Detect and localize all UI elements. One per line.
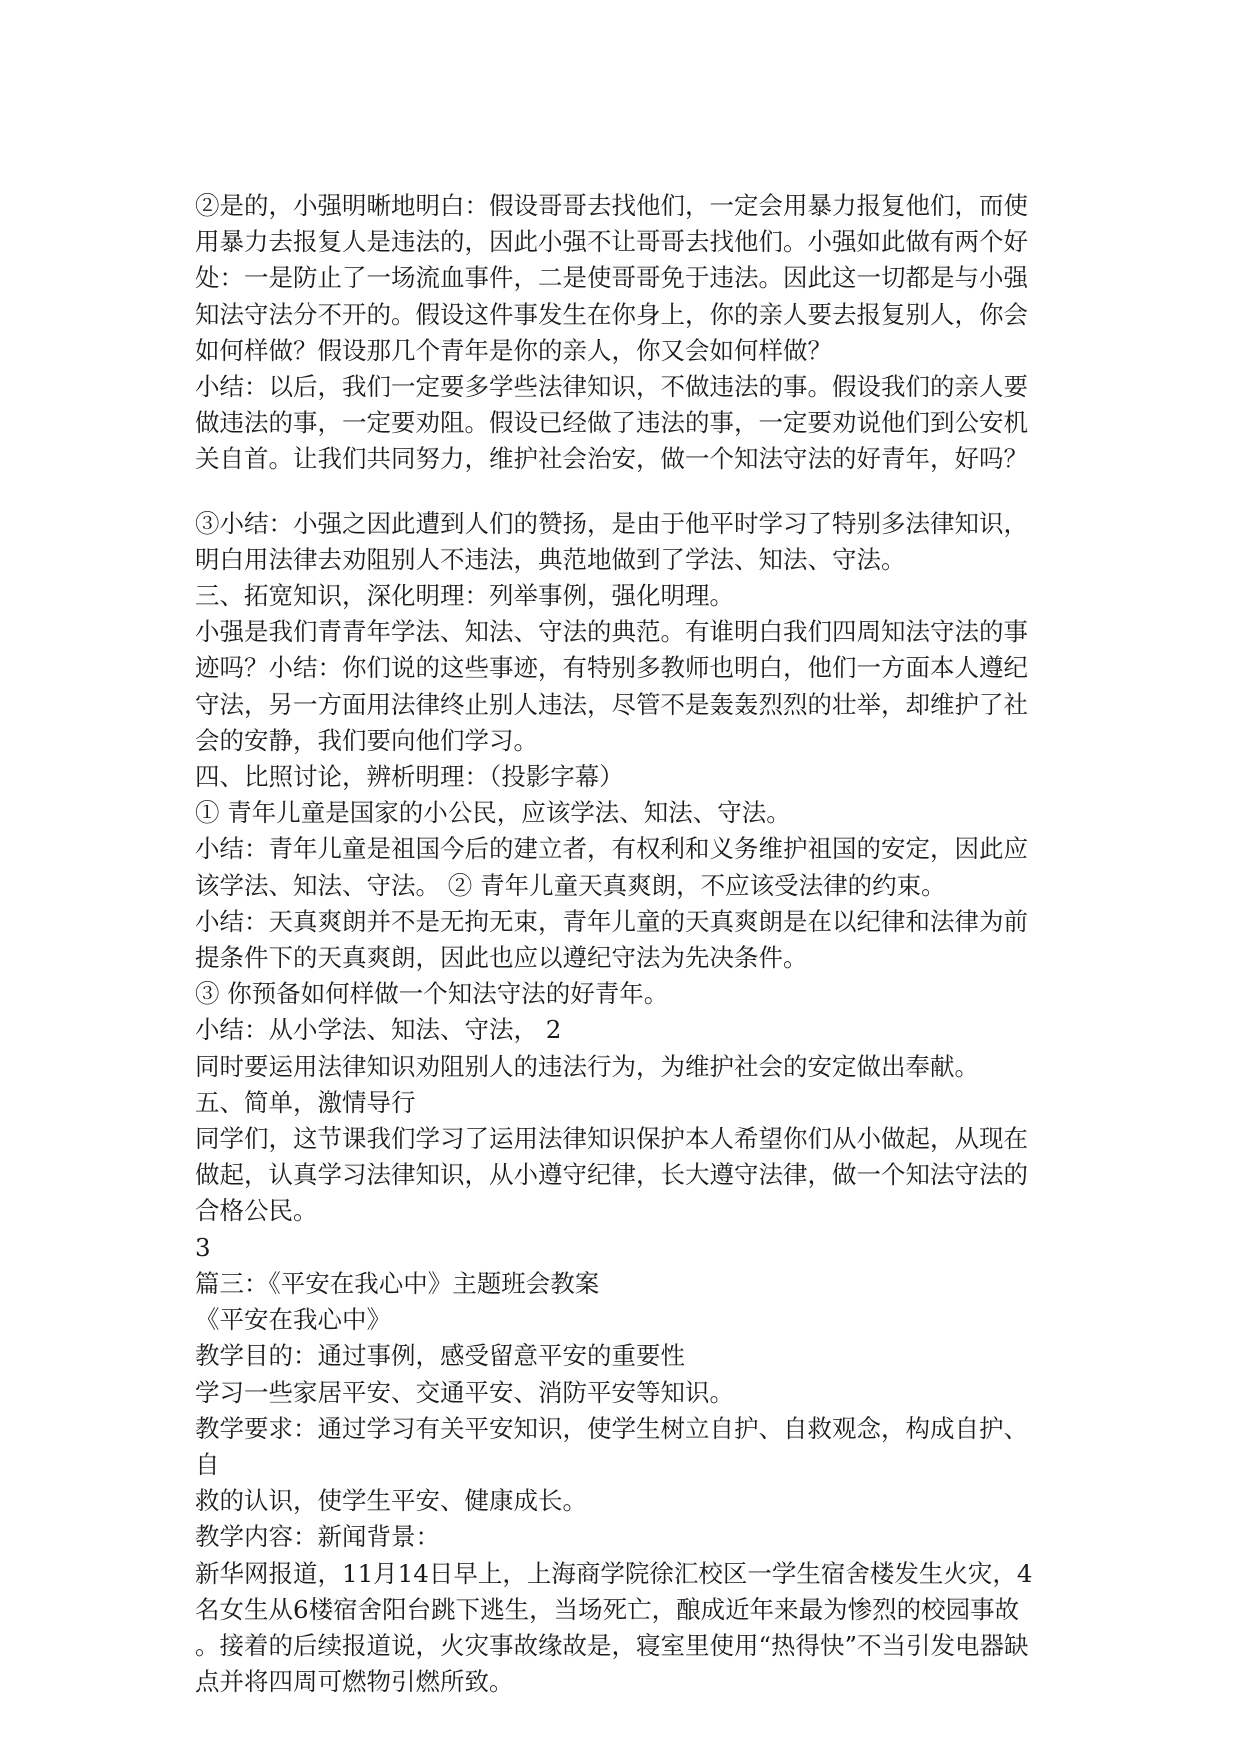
text-line: 。接着的后续报道说，火灾事故缘故是，寝室里使用“热得快”不当引发电器缺	[195, 1630, 1029, 1660]
section-heading: 五、简单，激情导行	[195, 1087, 416, 1117]
text-line: 点并将四周可燃物引燃所致。	[195, 1667, 514, 1697]
text-line: ③小结：小强之因此遭到人们的赞扬，是由于他平时学习了特别多法律知识，	[195, 508, 1028, 538]
text-line: 小结：青年儿童是祖国今后的建立者，有权利和义务维护祖国的安定，因此应	[195, 834, 1028, 864]
text-line: 明白用法律去劝阻别人不违法，典范地做到了学法、知法、守法。	[195, 544, 906, 574]
text-line: 小强是我们青青年学法、知法、守法的典范。有谁明白我们四周知法守法的事	[195, 617, 1028, 647]
text-line: 会的安静，我们要向他们学习。	[195, 725, 538, 755]
text-line: ②是的，小强明晰地明白：假设哥哥去找他们，一定会用暴力报复他们，而使	[195, 191, 1028, 220]
text-line: 教学内容：新闻背景：	[195, 1522, 440, 1552]
text-line: 该学法、知法、守法。 ② 青年儿童天真爽朗，不应该受法律的约束。	[195, 870, 946, 900]
text-line: 新华网报道，11月14日早上，上海商学院徐汇校区一学生宿舍楼发生火灾，4	[195, 1558, 1033, 1588]
page-number: 3	[195, 1232, 211, 1262]
text-line: 处：一是防止了一场流血事件，二是使哥哥免于违法。因此这一切都是与小强	[195, 263, 1028, 293]
text-line: 用暴力去报复人是违法的，因此小强不让哥哥去找他们。小强如此做有两个好	[195, 227, 1028, 257]
text-line: 做起，认真学习法律知识，从小遵守纪律，长大遵守法律，做一个知法守法的	[195, 1160, 1028, 1190]
text-line: ① 青年儿童是国家的小公民，应该学法、知法、守法。	[195, 798, 791, 828]
text-line: 教学目的：通过事例，感受留意平安的重要性	[195, 1341, 685, 1371]
text-line: 迹吗？小结：你们说的这些事迹，有特别多教师也明白，他们一方面本人遵纪	[195, 653, 1028, 683]
text-line: 学习一些家居平安、交通平安、消防平安等知识。	[195, 1377, 734, 1407]
lesson-title: 《平安在我心中》	[195, 1305, 391, 1335]
text-line: 同学们，这节课我们学习了运用法律知识保护本人希望你们从小做起，从现在	[195, 1124, 1028, 1154]
chapter-heading: 篇三：《平安在我心中》主题班会教案	[195, 1268, 600, 1298]
text-line: 同时要运用法律知识劝阻别人的违法行为，为维护社会的安定做出奉献。	[195, 1051, 979, 1081]
text-line: 合格公民。	[195, 1196, 318, 1226]
text-line: 守法，另一方面用法律终止别人违法，尽管不是轰轰烈烈的壮举，却维护了社	[195, 689, 1028, 719]
paragraph-gap	[195, 478, 1075, 506]
text-line: 名女生从6楼宿舍阳台跳下逃生，当场死亡，酿成近年来最为惨烈的校园事故	[195, 1594, 1020, 1624]
text-line: 小结：以后，我们一定要多学些法律知识，不做违法的事。假设我们的亲人要	[195, 372, 1028, 402]
section-heading: 四、比照讨论，辨析明理：（投影字幕）	[195, 762, 624, 792]
text-line: 关自首。让我们共同努力，维护社会治安，做一个知法守法的好青年，好吗？	[195, 444, 1028, 474]
text-line: 如何样做？假设那几个青年是你的亲人，你又会如何样做？	[195, 335, 832, 365]
text-line: ③ 你预备如何样做一个知法守法的好青年。	[195, 979, 669, 1009]
text-line: 小结：从小学法、知法、守法， 2	[195, 1015, 562, 1045]
text-line: 做违法的事，一定要劝阻。假设已经做了违法的事，一定要劝说他们到公安机	[195, 408, 1028, 438]
text-line: 提条件下的天真爽朗，因此也应以遵纪守法为先决条件。	[195, 943, 808, 973]
text-line: 救的认识，使学生平安、健康成长。	[195, 1486, 587, 1516]
text-line: 小结：天真爽朗并不是无拘无束，青年儿童的天真爽朗是在以纪律和法律为前	[195, 906, 1028, 936]
text-line: 教学要求：通过学习有关平安知识，使学生树立自护、自救观念，构成自护、	[195, 1413, 1028, 1443]
section-heading: 三、拓宽知识，深化明理：列举事例，强化明理。	[195, 581, 734, 611]
text-line: 自	[195, 1449, 220, 1479]
document-body	[195, 188, 1075, 1700]
text-line: 知法守法分不开的。假设这件事发生在你身上，你的亲人要去报复别人，你会	[195, 299, 1028, 329]
